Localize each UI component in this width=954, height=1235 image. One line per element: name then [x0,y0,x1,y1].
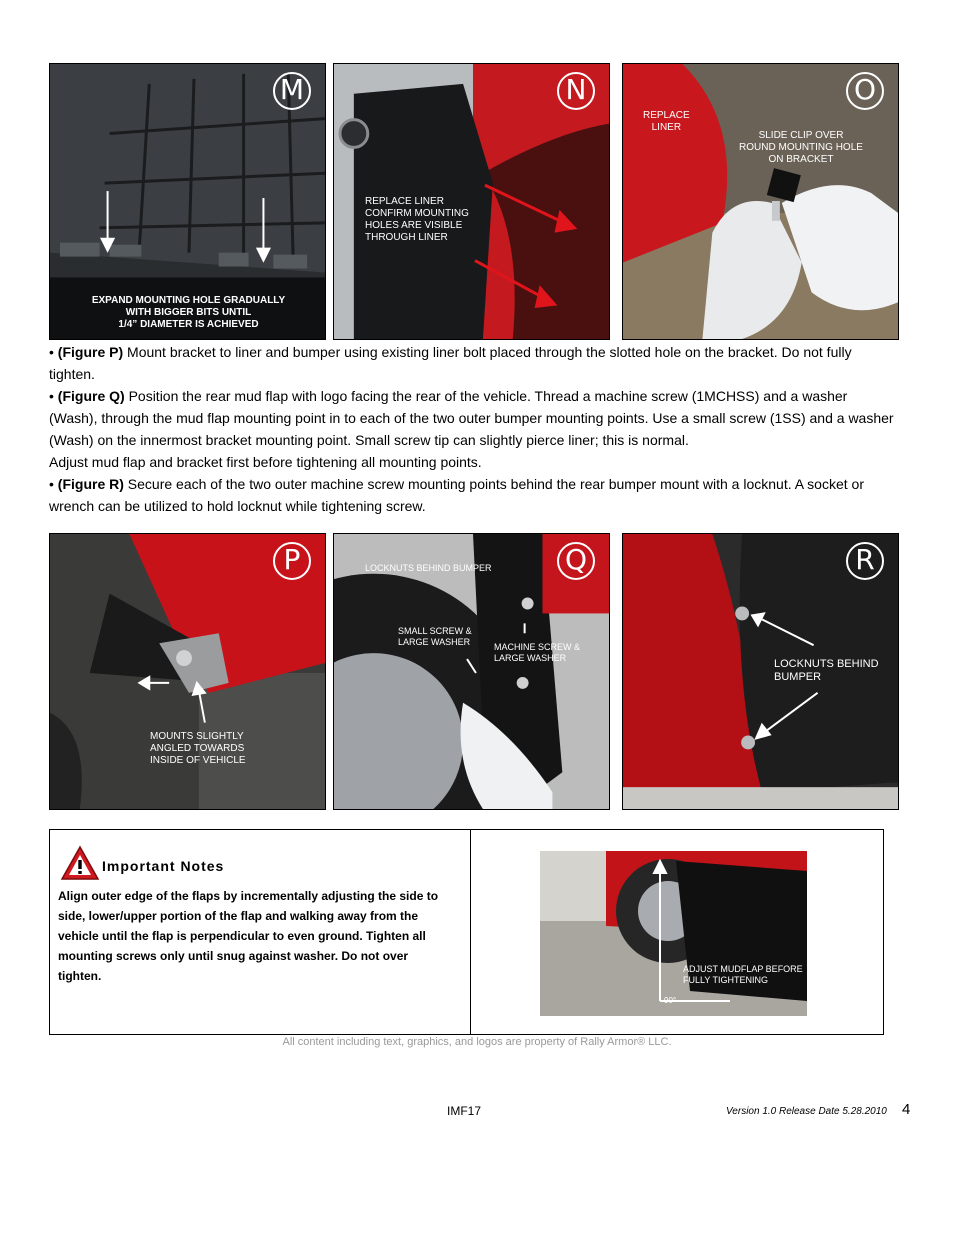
page-number: 4 [902,1101,911,1118]
notes-title: Important Notes [102,858,225,874]
figure-letter-badge: N [557,72,595,110]
figure-r-caption: LOCKNUTS BEHIND BUMPER [774,658,879,683]
notes-photo-caption: ADJUST MUDFLAP BEFORE FULLY TIGHTENING [683,964,803,985]
instruction-adjust: Adjust mud flap and bracket first before tightening all mounting points. [49,454,482,470]
figure-o-photo [622,63,899,340]
figure-letter-badge: R [846,542,884,580]
copyright-notice: All content including text, graphics, and logos are property of Rally Armor® LLC. [282,1036,672,1048]
instruction-figure-q: • (Figure Q) Position the rear mud flap with logo facing the rear of the vehicle. Thread a machine screw (1MCHSS) and a washer (Wash), through the mud flap mounting point in to each of the two outer bumper mounting points. Use a small screw (1SS) and a washer (Wash) on the innermost bracket mounting point. Small screw tip can slightly pierce liner; this is normal. [49,388,894,448]
figure-q-caption-machine-screw: MACHINE SCREW & LARGE WASHER [494,642,581,663]
important-notes-box [49,829,884,1035]
notes-photo [540,851,807,1016]
figure-letter-badge: O [846,72,884,110]
figure-o-caption-clip: SLIDE CLIP OVER ROUND MOUNTING HOLE ON BRACKET [739,130,863,165]
figure-letter-badge: P [273,542,311,580]
figure-n-caption: REPLACE LINER CONFIRM MOUNTING HOLES ARE VISIBLE THROUGH LINER [365,196,469,243]
figure-m-photo [49,63,326,340]
figure-n-photo [333,63,610,340]
notes-divider [470,830,471,1034]
figure-q-caption-locknuts: LOCKNUTS BEHIND BUMPER [365,563,492,573]
figure-p-caption: MOUNTS SLIGHTLY ANGLED TOWARDS INSIDE OF VEHICLE [150,731,246,766]
version-info: Version 1.0 Release Date 5.28.2010 [726,1106,887,1117]
instructions-text [49,341,899,517]
angle-label: 90° [664,996,677,1005]
figure-m-caption: EXPAND MOUNTING HOLE GRADUALLY WITH BIGGER BITS UNTIL 1/4” DIAMETER IS ACHIEVED [91,295,286,330]
figure-letter-badge: Q [557,542,595,580]
figure-q-caption-small-screw: SMALL SCREW & LARGE WASHER [398,626,472,647]
figure-r-photo [622,533,899,810]
document-code: IMF17 [447,1104,482,1118]
warning-icon [60,845,100,881]
figure-p-photo [49,533,326,810]
instruction-figure-r: • (Figure R) Secure each of the two outer machine screw mounting points behind the rear bumper mount with a locknut. A socket or wrench can be utilized to hold locknut while tightening screw. [49,476,864,514]
instruction-figure-p: • (Figure P) Mount bracket to liner and bumper using existing liner bolt placed through the slotted hole on the bracket. Do not fully tighten. [49,344,852,382]
figure-q-photo [333,533,610,810]
notes-text: Align outer edge of the flaps by incrementally adjusting the side to side, lower/upper portion of the flap and walking away from the vehicle until the flap is perpendicular to even ground. Tighten all mounting screws only until snug against washer. Do not over tighten. [58,889,439,983]
figure-o-caption-replace: REPLACE LINER [643,110,690,133]
figure-letter-badge: M [273,72,311,110]
